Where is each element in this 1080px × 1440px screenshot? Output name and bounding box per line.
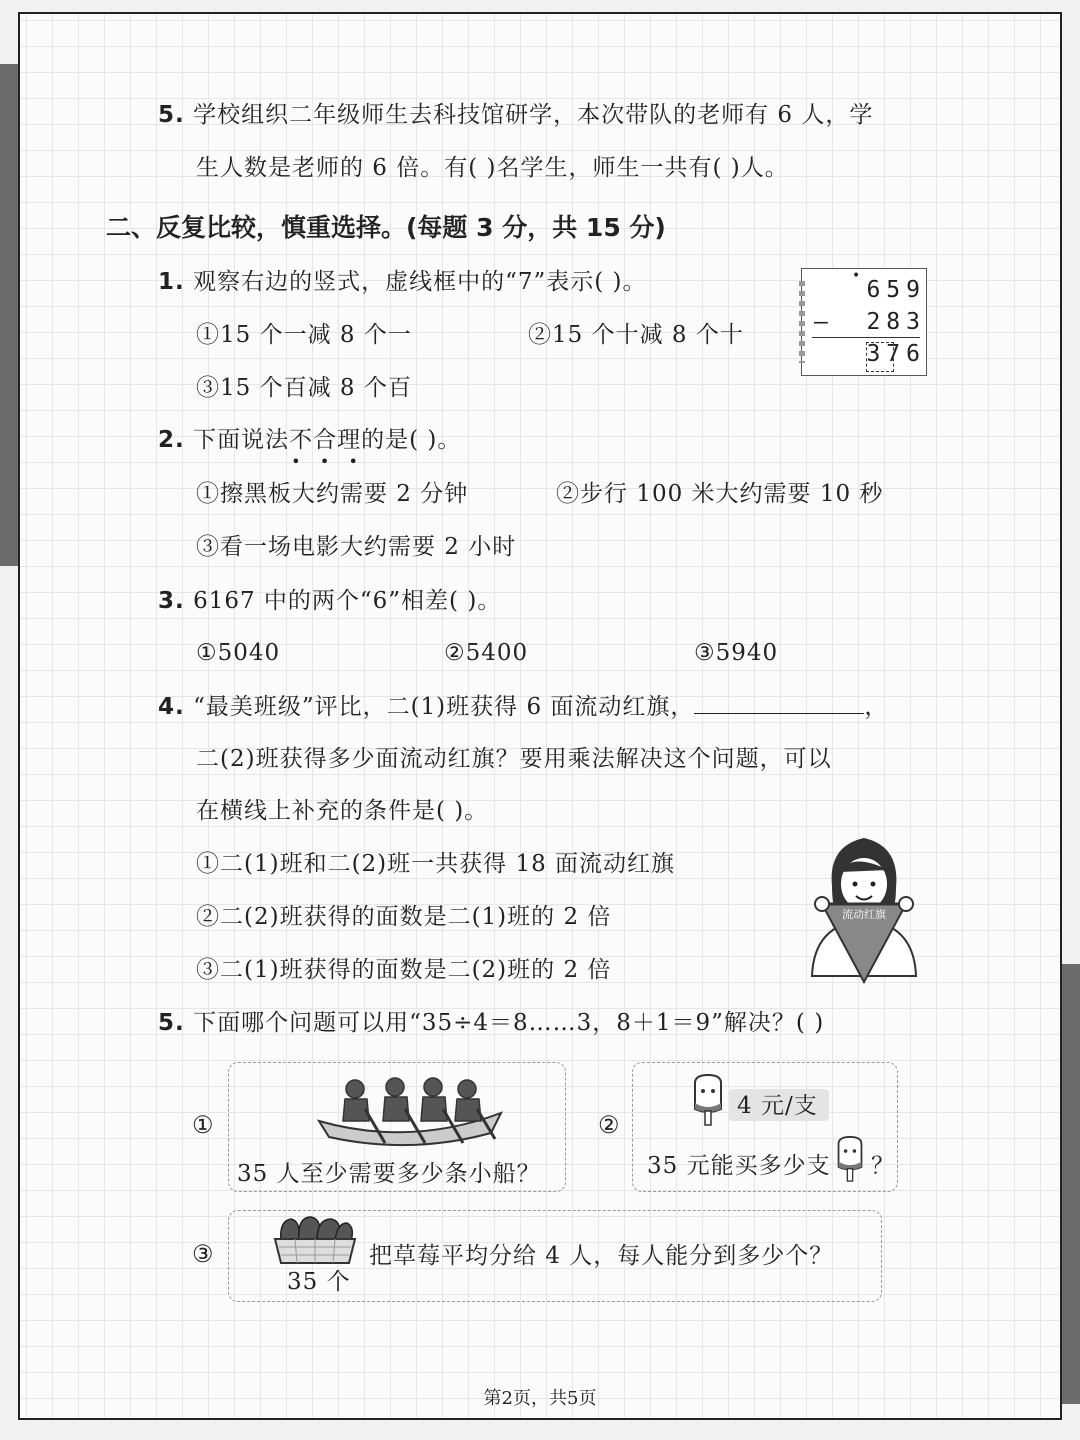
question-text: 观察右边的竖式，虚线框中的“7”表示( )。 — [193, 269, 647, 295]
s2q3-option-1: ①5040 — [196, 640, 281, 666]
dashed-digit-box — [866, 342, 894, 372]
question-number: 5. — [158, 102, 185, 128]
s2q1-option-3: ③15 个百减 8 个百 — [196, 375, 412, 401]
question-number: 5. — [158, 1010, 185, 1036]
s2q3-stem — [158, 586, 501, 616]
s2q3-option-3: ③5940 — [694, 640, 779, 666]
option-3-mark: ③ — [192, 1240, 214, 1268]
calc-minuend: 659 — [866, 277, 926, 303]
question-comma: ， — [864, 694, 889, 720]
s2q1-option-2: ②15 个十减 8 个十 — [528, 322, 744, 348]
minus-sign: — — [814, 309, 828, 335]
calc-line — [812, 337, 920, 338]
question-text: 6167 中的两个“6”相差( )。 — [193, 588, 502, 614]
question-text: “最美班级”评比，二(1)班获得 6 面流动红旗， — [193, 694, 695, 720]
question-number: 2. — [158, 427, 185, 453]
option-1-card — [228, 1062, 566, 1192]
option-2-mark: ② — [598, 1111, 620, 1139]
fill-in-line — [694, 691, 864, 714]
question-text: 学校组织二年级师生去科技馆研学，本次带队的老师有 6 人，学 — [193, 102, 874, 128]
emphasis-text — [289, 427, 362, 471]
page-footer: 第2页，共5页 — [483, 1388, 597, 1409]
question-text-end: 的是( )。 — [361, 427, 462, 453]
option-1-mark: ① — [192, 1111, 214, 1139]
calc-subtrahend: 283 — [866, 309, 926, 335]
q5-prev-line1 — [158, 100, 873, 130]
borrow-dot: • — [852, 268, 861, 284]
option-3-card — [228, 1210, 882, 1302]
s2q2-option-1: ①擦黑板大约需要 2 分钟 — [196, 481, 469, 507]
left-edge-bar — [0, 64, 18, 566]
s2q1-option-1: ①15 个一减 8 个一 — [196, 322, 412, 348]
s2q4-option-2: ②二(2)班获得的面数是二(1)班的 2 倍 — [196, 904, 612, 930]
price-label: 4 元/支 — [737, 1093, 818, 1119]
option-2-text: 35 元能买多少支 — [647, 1153, 831, 1179]
basket-count-label: 35 个 — [287, 1269, 351, 1295]
option-3-text: 把草莓平均分给 4 人，每人能分到多少个？ — [369, 1243, 834, 1269]
q5-prev-line2: 生人数是老师的 6 倍。有( )名学生，师生一共有( )人。 — [196, 155, 789, 181]
calc-difference: 376 — [866, 341, 926, 367]
s2q2-option-2: ②步行 100 米大约需要 10 秒 — [556, 481, 884, 507]
s2q4-option-3: ③二(1)班获得的面数是二(2)班的 2 倍 — [196, 957, 612, 983]
s2q4-option-1: ①二(1)班和二(2)班一共获得 18 面流动红旗 — [196, 851, 676, 877]
emphasis-dots: • • • — [291, 452, 359, 471]
option-1-text: 35 人至少需要多少条小船？ — [237, 1161, 541, 1187]
rowing-boat-icon — [315, 1069, 505, 1149]
strawberry-basket-icon — [271, 1213, 359, 1267]
popsicle-small-icon — [835, 1135, 865, 1183]
flag-label: 流动红旗 — [842, 908, 886, 921]
s2q2-option-3: ③看一场电影大约需要 2 小时 — [196, 534, 517, 560]
question-number: 4. — [158, 694, 185, 720]
question-number: 1. — [158, 269, 185, 295]
calc-subtrahend-row — [802, 309, 926, 335]
s2q4-line1 — [158, 691, 888, 722]
question-text: 下面说法 — [193, 427, 290, 453]
s2q4-line3: 在横线上补充的条件是( )。 — [196, 798, 489, 824]
popsicle-icon — [691, 1073, 725, 1127]
section-title: 二、反复比较，慎重选择。(每题 3 分，共 15 分) — [106, 213, 666, 242]
option-2-card — [632, 1062, 898, 1192]
s2q5-stem — [158, 1008, 824, 1038]
question-number: 3. — [158, 588, 185, 614]
vertical-subtraction — [801, 268, 927, 376]
emphasis-label: 不合理 — [289, 427, 362, 453]
s2q1-stem — [158, 267, 646, 297]
s2q4-line2: 二(2)班获得多少面流动红旗？要用乘法解决这个问题，可以 — [196, 746, 832, 772]
question-text: 下面哪个问题可以用“35÷4＝8……3，8＋1＝9”解决？( ) — [193, 1010, 825, 1036]
option-2-question-mark: ？ — [871, 1153, 895, 1179]
s2q3-option-2: ②5400 — [444, 640, 529, 666]
s2q2-stem — [158, 425, 462, 471]
girl-with-flag-illustration — [792, 826, 936, 986]
right-edge-bar — [1062, 964, 1080, 1404]
